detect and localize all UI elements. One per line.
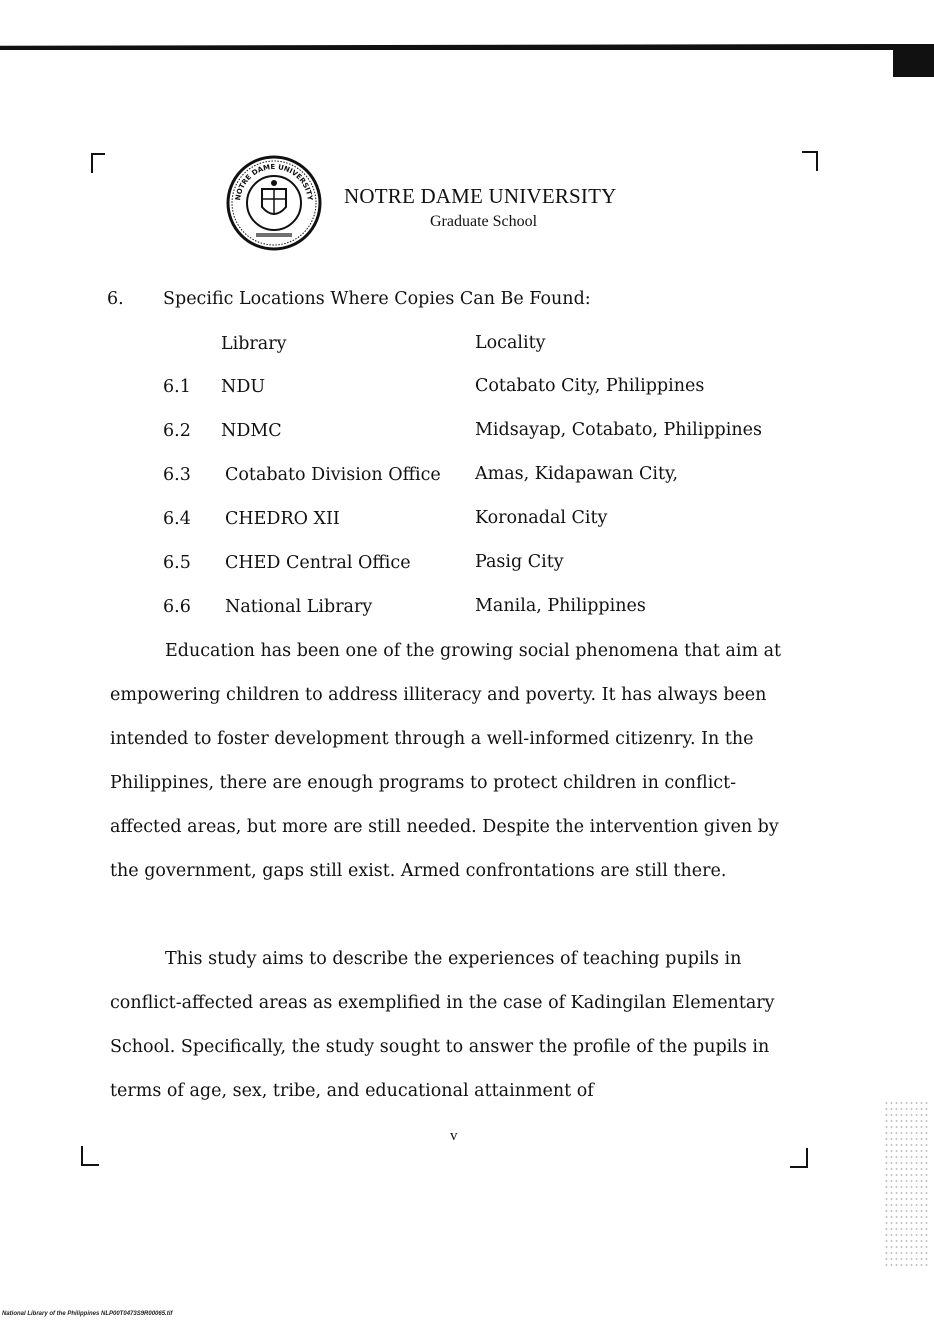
row-library: CHED Central Office [225, 553, 411, 573]
scan-noise [884, 1100, 928, 1270]
column-header-locality: Locality [475, 333, 546, 353]
row-library: Cotabato Division Office [225, 465, 441, 485]
crop-mark-bottom-left [81, 1146, 99, 1166]
row-locality: Koronadal City [475, 508, 608, 528]
row-number: 6.3 [163, 465, 191, 485]
row-number: 6.2 [163, 421, 191, 441]
row-number: 6.6 [163, 597, 191, 617]
body-paragraph: This study aims to describe the experiences of teaching pupils in conflict-affected areas as exemplified in the case of Kadingilan Elementary School. Specifically, the study sought to answer the profile of the pupils in terms of age, sex, tribe, and educational attainment of [110, 949, 775, 1101]
row-locality: Manila, Philippines [475, 596, 646, 616]
column-header-library: Library [221, 334, 287, 354]
scan-footer: National Library of the Philippines NLP00T0473S9R00065.tif [2, 1311, 173, 1317]
row-library: NDU [221, 377, 266, 397]
section-number: 6. [107, 289, 124, 309]
row-number: 6.5 [163, 553, 191, 573]
row-library: CHEDRO XII [225, 509, 340, 529]
crop-mark-top-right [802, 151, 818, 171]
body-paragraph: Education has been one of the growing social phenomena that aim at empowering children to address illiteracy and poverty. It has always been intended to foster development through a well-informed citizenry. In the Philippines, there are enough programs to protect children in conflict-affected areas, but more are still needed. Despite the intervention given by the government, gaps still exist. Armed confrontations are still there. [110, 641, 782, 881]
crop-mark-bottom-right [790, 1148, 808, 1168]
seal-text: NOTRE DAME UNIVERSITY [234, 162, 314, 201]
school-name: Graduate School [430, 213, 538, 230]
row-number: 6.1 [163, 377, 191, 397]
row-locality: Cotabato City, Philippines [475, 376, 705, 396]
crop-mark-top-left [91, 153, 105, 173]
university-seal-icon [226, 155, 322, 251]
row-locality: Midsayap, Cotabato, Philippines [475, 420, 762, 440]
scan-edge-block [893, 44, 934, 77]
section-title: Specific Locations Where Copies Can Be Found: [163, 289, 591, 309]
row-library: NDMC [221, 421, 282, 441]
row-locality: Pasig City [475, 552, 564, 572]
scan-edge-bar [0, 44, 894, 50]
row-locality: Amas, Kidapawan City, [475, 464, 679, 484]
row-number: 6.4 [163, 509, 191, 529]
page-number: v [450, 1128, 458, 1144]
row-library: National Library [225, 597, 373, 617]
university-name: NOTRE DAME UNIVERSITY [344, 184, 617, 208]
